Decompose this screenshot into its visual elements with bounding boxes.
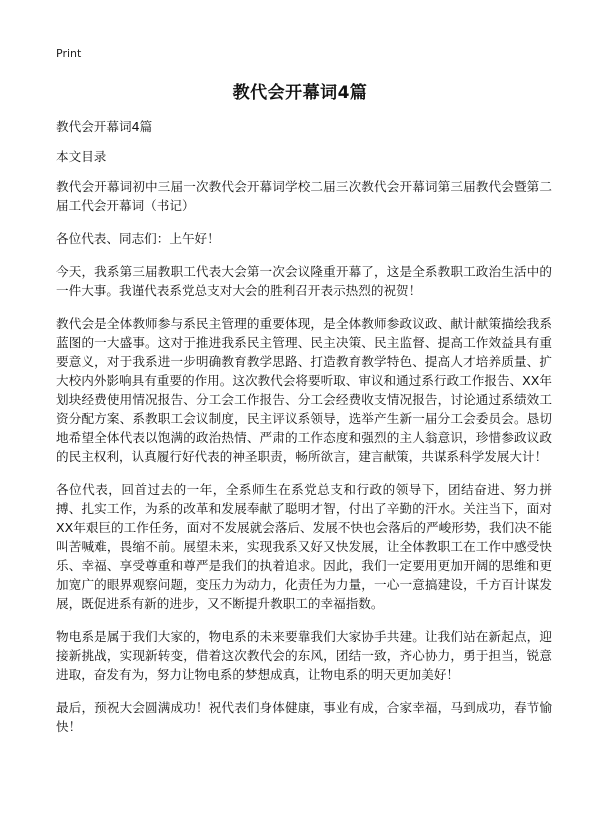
- document-subtitle: 教代会开幕词4篇: [56, 119, 153, 134]
- paragraph-closing: 最后，预祝大会圆满成功！祝代表们身体健康，事业有成，合家幸福，马到成功，春节愉快！: [56, 700, 552, 734]
- paragraph-greeting: 各位代表、同志们：上午好！: [56, 231, 220, 246]
- print-link[interactable]: Print: [56, 47, 82, 60]
- paragraph-future: 物电系是属于我们大家的，物电系的未来要靠我们大家协手共建。让我们站在新起点，迎接新挑战，实现新转变，借着这次教代会的东风，团结一致，齐心协力，勇于担当，锐意进取，奋发有为，努力让物电系的梦想成真，让物电系的明天更加美好！: [56, 629, 552, 682]
- toc-text: 教代会开幕词初中三届一次教代会开幕词学校二届三次教代会开幕词第三届教代会暨第二届工代会开幕词（书记）: [56, 179, 552, 213]
- paragraph-opening: 今天，我系第三届教职工代表大会第一次会议隆重开幕了，这是全系教职工政治生活中的一件大事。我谨代表系党总支对大会的胜利召开表示热烈的祝贺！: [56, 264, 552, 298]
- toc-heading: 本文目录: [56, 149, 107, 164]
- document-body: [56, 117, 552, 750]
- document-title: 教代会开幕词4篇: [232, 83, 368, 103]
- paragraph-review: 各位代表，回首过去的一年，全系师生在系党总支和行政的领导下，团结奋进、努力拼搏、扎实工作，为系的改革和发展奉献了聪明才智，付出了辛勤的汗水。关注当下，面对XX年艰巨的工作任务，面对不发展就会落后、发展不快也会落后的严峻形势，我们决不能叫苦喊难，畏缩不前。展望未来，实现我系又好又快发展，让全体教职工在工作中感受快乐、幸福、享受尊重和尊严是我们的执着追求。因此，我们一定要用更加开阔的思维和更加宽广的眼界观察问题，变压力为动力，化责任为力量，一心一意搞建设，千方百计谋发展，既促进系有新的进步，又不断提升教职工的幸福指数。: [56, 482, 552, 611]
- paragraph-significance: 教代会是全体教师参与系民主管理的重要体现，是全体教师参政议政、献计献策描绘我系蓝图的一大盛事。这对于推进我系民主管理、民主决策、民主监督、提高工作效益具有重要意义，对于我系进一步明确教育教学思路、打造教育教学特色、提高人才培养质量、扩大校内外影响具有重要的作用。这次教代会将要听取、审议和通过系行政工作报告、XX年划块经费使用情况报告、分工会工作报告、分工会经费收支情况报告，讨论通过系绩效工资分配方案、系教职工会议制度，民主评议系领导，选举产生新一届分工会委员会。恳切地希望全体代表以饱满的政治热情、严肃的工作态度和强烈的主人翁意识，珍惜参政议政的民主权利，认真履行好代表的神圣职责，畅所欲言，建言献策，共谋系科学发展大计！: [56, 316, 552, 464]
